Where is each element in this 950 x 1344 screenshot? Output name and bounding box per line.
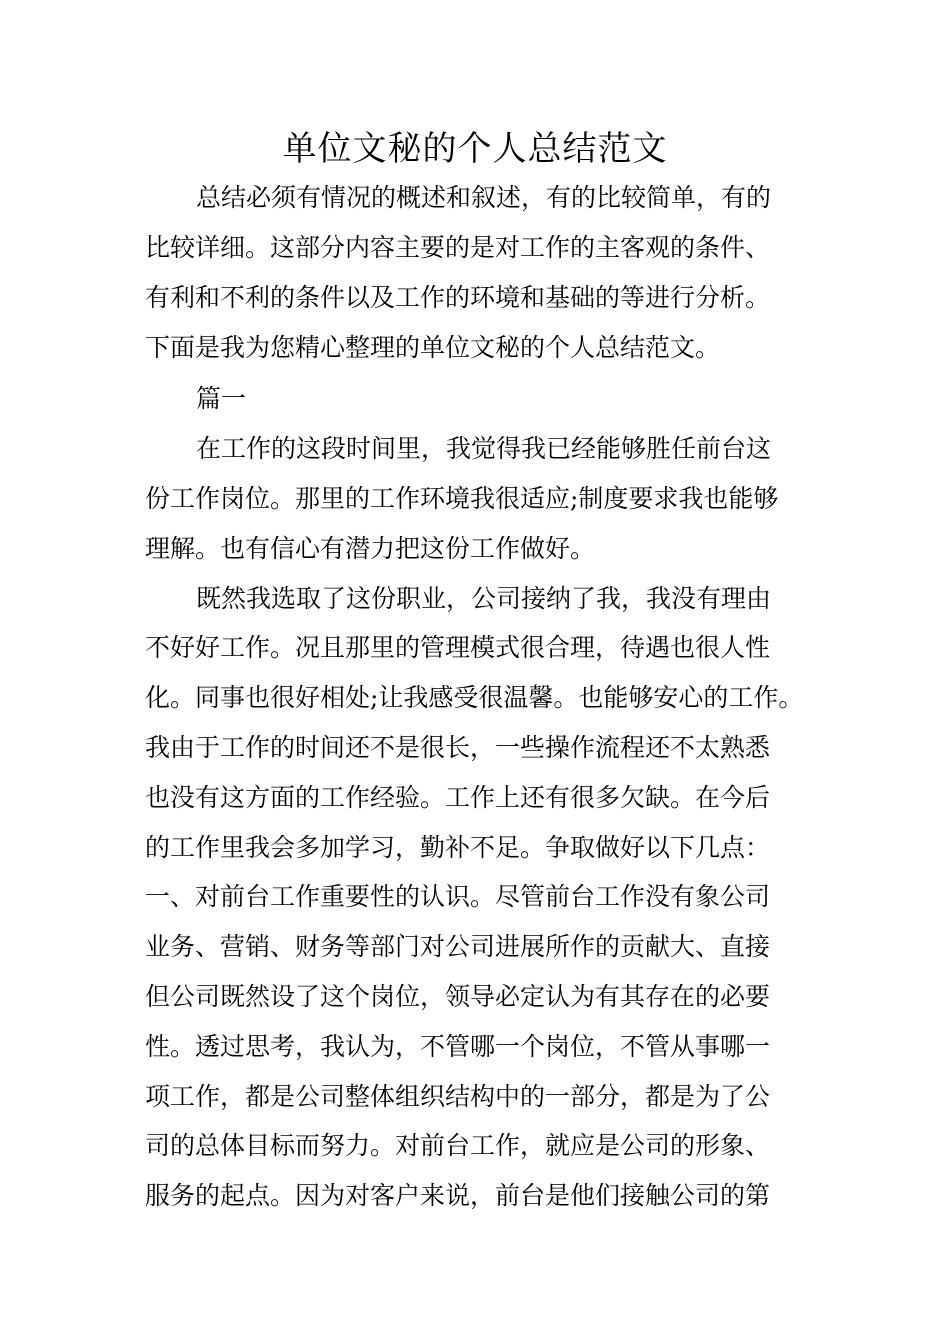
body-line: 总结必须有情况的概述和叙述，有的比较简单，有的	[196, 183, 772, 212]
body-line: 业务、营销、财务等部门对公司进展所作的贡献大、直接	[145, 932, 771, 961]
body-line: 项工作，都是公司整体组织结构中的一部分，都是为了公	[145, 1082, 771, 1111]
body-line: 的工作里我会多加学习，勤补不足。争取做好以下几点：	[145, 833, 771, 862]
body-line: 也没有这方面的工作经验。工作上还有很多欠缺。在今后	[145, 783, 771, 812]
document-title: 单位文秘的个人总结范文	[282, 129, 668, 169]
body-line: 一、对前台工作重要性的认识。尽管前台工作没有象公司	[145, 882, 771, 911]
body-line: 不好好工作。况且那里的管理模式很合理，待遇也很人性	[145, 633, 771, 662]
body-line: 既然我选取了这份职业，公司接纳了我，我没有理由	[196, 584, 772, 613]
body-line: 但公司既然设了这个岗位，领导必定认为有其存在的必要	[145, 982, 771, 1011]
body-line: 我由于工作的时间还不是很长，一些操作流程还不太熟悉	[145, 733, 771, 762]
section-heading: 篇一	[196, 384, 247, 413]
body-line: 司的总体目标而努力。对前台工作，就应是公司的形象、	[145, 1131, 771, 1160]
body-line: 理解。也有信心有潜力把这份工作做好。	[145, 534, 596, 563]
body-line: 有利和不利的条件以及工作的环境和基础的等进行分析。	[145, 283, 771, 312]
body-line: 下面是我为您精心整理的单位文秘的个人总结范文。	[145, 333, 721, 362]
body-line: 服务的起点。因为对客户来说，前台是他们接触公司的第	[145, 1181, 771, 1210]
body-line: 比较详细。这部分内容主要的是对工作的主客观的条件、	[145, 233, 771, 262]
body-line: 化。同事也很好相处;让我感受很温馨。也能够安心的工作。	[145, 683, 804, 712]
body-line: 性。透过思考，我认为，不管哪一个岗位，不管从事哪一	[145, 1032, 771, 1061]
body-line: 在工作的这段时间里，我觉得我已经能够胜任前台这	[196, 434, 772, 463]
body-line: 份工作岗位。那里的工作环境我很适应;制度要求我也能够	[145, 484, 779, 513]
